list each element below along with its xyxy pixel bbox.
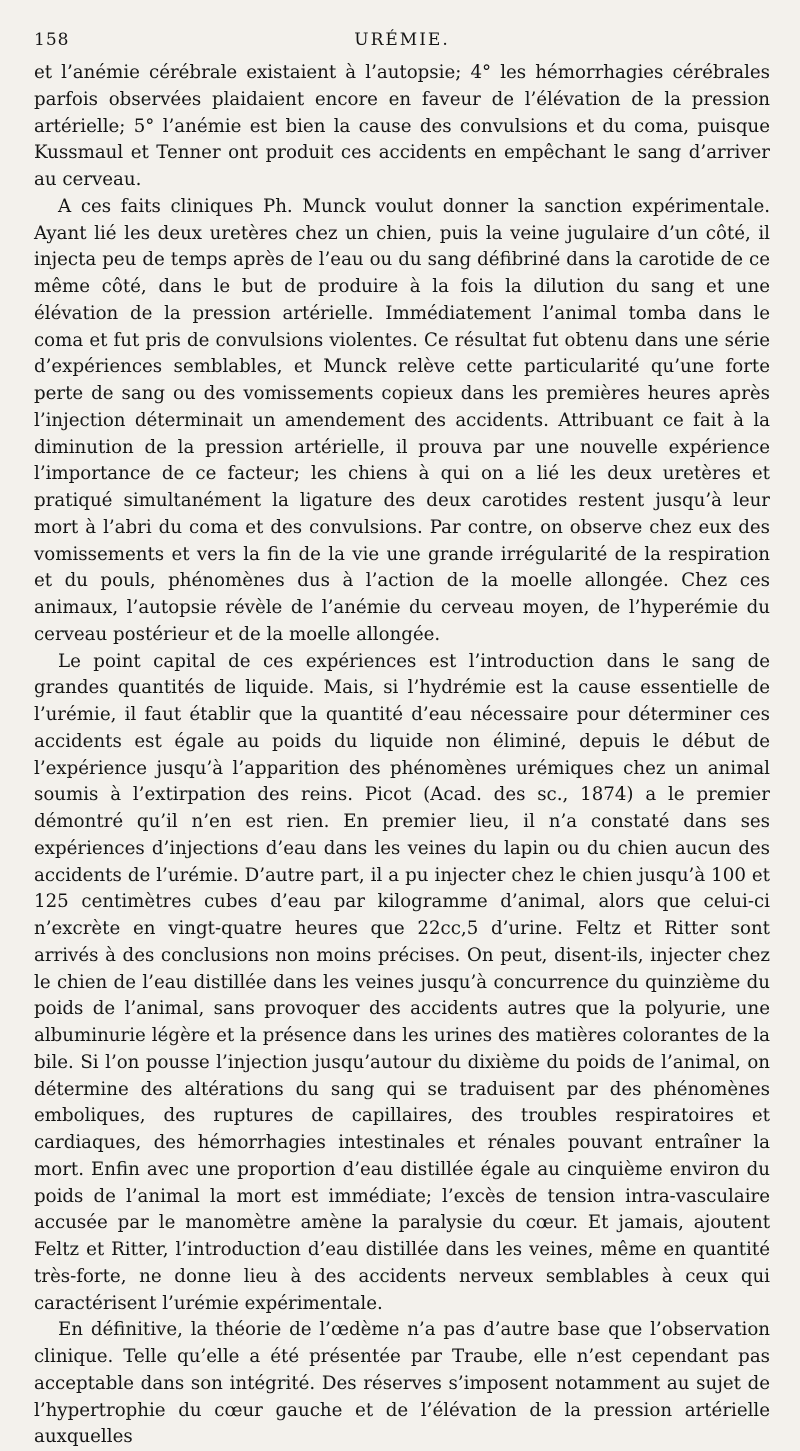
running-header [34,30,770,60]
paragraph-munck-experiments: A ces faits cliniques Ph. Munck voulut donner la sanction expérimentale. Ayant lié les deux uretères chez un chien, puis la veine jugulaire d’un côté, il injecta peu de temps après de l’eau ou du sang défibriné dans la carotide de ce même côté, dans le but de produire à la fois la dilution du sang et une élévation de la pression artérielle. Immédiatement l’animal tomba dans le coma et fut pris de convulsions violentes. Ce résultat fut obtenu dans une série d’expériences semblables, et Munck relève cette particularité qu’une forte perte de sang ou des vomissements copieux dans les premières heures après l’injection déterminait un amendement des accidents. Attribuant ce fait à la diminution de la pression artérielle, il prouva par une nouvelle expérience l’importance de ce facteur; les chiens à qui on a lié les deux uretères et pratiqué simultanément la ligature des deux carotides restent jusqu’à leur mort à l’abri du coma et des convulsions. Par contre, on observe chez eux des vomissements et vers la fin de la vie une grande irrégularité de la respiration et du pouls, phénomènes dus à l’action de la moelle allongée. Chez ces animaux, l’autopsie révèle de l’anémie du cerveau moyen, de l’hyperémie du cerveau postérieur et de la moelle allongée. [34,195,770,645]
paragraph-liquid-introduction: Le point capital de ces expériences est l’introduction dans le sang de grandes quantités de liquide. Mais, si l’hydrémie est la cause essentielle de l’urémie, il faut établir que la quantité d’eau nécessaire pour déterminer ces accidents est égale au poids du liquide non éliminé, depuis le début de l’expérience jusqu’à l’apparition des phénomènes urémiques chez un animal soumis à l’extirpation des reins. Picot (Acad. des sc., 1874) a le premier démontré qu’il n’en est rien. En premier lieu, il n’a constaté dans ses expériences d’injections d’eau dans les veines du lapin ou du chien aucun des accidents de l’urémie. D’autre part, il a pu injecter chez le chien jusqu’à 100 et 125 centimètres cubes d’eau par kilogramme d’animal, alors que celui-ci n’excrète en vingt-quatre heures que 22cc,5 d’urine. Feltz et Ritter sont arrivés à des conclusions non moins précises. On peut, disent-ils, injecter chez le chien de l’eau distillée dans les veines jusqu’à concurrence du quinzième du poids de l’animal, sans provoquer des accidents autres que la polyurie, une albuminurie légère et la présence dans les urines des matières colorantes de la bile. Si l’on pousse l’injection jusqu’autour du dixième du poids de l’animal, on détermine des altérations du sang qui se traduisent par des phénomènes emboliques, des ruptures de capillaires, des troubles respiratoires et cardiaques, des hémorrhagies intestinales et rénales pouvant entraîner la mort. Enfin avec une proportion d’eau distillée égale au cinquième environ du poids de l’animal la mort est immédiate; l’excès de tension intra-vasculaire accusée par le manomètre amène la paralysie du cœur. Et jamais, ajoutent Feltz et Ritter, l’introduction d’eau distillée dans les veines, même en quantité très-forte, ne donne lieu à des accidents nerveux semblables à ceux qui caractérisent l’urémie expérimentale. [34,650,770,1314]
paragraph-oedema-theory: En définitive, la théorie de l’œdème n’a pas d’autre base que l’observation clinique. Telle qu’elle a été présentée par Traube, elle n’est cependant pas acceptable dans son intégrité. Des réserves s’imposent notamment au sujet de l’hypertrophie du cœur gauche et de l’élévation de la pression artérielle auxquelles [34,1319,770,1448]
running-title: URÉMIE. [354,30,450,50]
paragraph-continuation: et l’anémie cérébrale existaient à l’autopsie; 4° les hémorrhagies cérébrales parfois observées plaidaient encore en faveur de l’élévation de la pression artérielle; 5° l’anémie est bien la cause des convulsions et du coma, puisque Kussmaul et Tenner ont produit ces accidents en empêchant le sang d’arriver au cerveau. [34,62,770,190]
page-number: 158 [34,30,70,50]
